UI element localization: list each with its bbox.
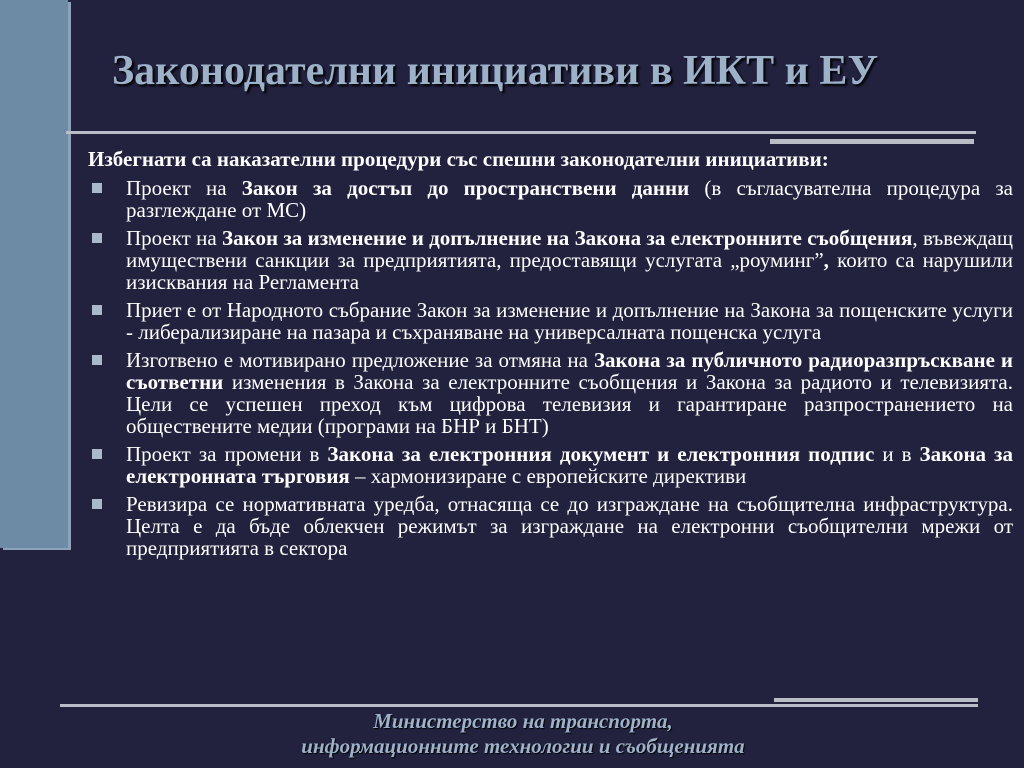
top-divider-line	[66, 131, 976, 134]
bullet-text: изменения в Закона за електронните съобщения и Закона за радиото и телевизията. Цели се успешен преход към цифрова телевизия и гарантиране разпространението на обществените медии (програми на БНР и БНТ)	[126, 370, 1013, 438]
bullet-text-bold: Закон за достъп до пространствени данни	[241, 176, 690, 200]
bullet-text-bold: Закона за електронния документ и електронния подпис	[327, 442, 875, 466]
intro-text: Избегнати са наказателни процедури със спешни законодателни инициативи:	[88, 147, 829, 171]
bullet-text: (в съгласувателна процедура за разглеждане от МС)	[126, 176, 1013, 222]
bullet-item	[88, 493, 1013, 559]
square-bullet-icon	[92, 305, 102, 315]
bullet-text-bold: Закон за изменение и допълнение на Закона за електронните съобщения	[222, 226, 913, 250]
bullet-text: и в	[874, 442, 920, 466]
bullet-list	[88, 177, 1013, 559]
square-bullet-icon	[92, 355, 102, 365]
bottom-divider-accent	[774, 698, 978, 702]
bullet-text: които са нарушили изисквания на Регламента	[126, 248, 1013, 294]
footer	[200, 709, 846, 759]
slide-content	[88, 148, 1013, 565]
footer-line-1: Министерство на транспорта,	[373, 709, 673, 733]
bullet-text: Проект на	[126, 226, 223, 250]
square-bullet-icon	[92, 183, 102, 193]
top-divider-accent	[770, 139, 974, 144]
bullet-item	[88, 227, 1013, 293]
bullet-text-bold: Закона за публичното радиоразпръскване и съответни	[126, 348, 1014, 394]
bullet-text: , въвеждащ имуществени санкции за предприятията, предоставящи услугата „роуминг”	[126, 226, 1013, 272]
bullet-item	[88, 299, 1013, 343]
side-accent-bar	[0, 0, 68, 548]
bullet-text-bold: ,	[823, 248, 829, 272]
bullet-item	[88, 349, 1013, 437]
bottom-divider-line	[60, 704, 978, 707]
bullet-text: Проект на	[126, 176, 242, 200]
slide-title: Законодателни инициативи в ИКТ и ЕУ	[112, 48, 879, 94]
bullet-item	[88, 177, 1013, 221]
bullet-text: Приет е от Народното събрание Закон за изменение и допълнение на Закона за пощенските услуги - либерализиране на пазара и съхраняване на универсалната пощенска услуга	[126, 298, 1013, 344]
footer-line-2: информационните технологии и съобщенията	[301, 734, 745, 758]
square-bullet-icon	[92, 449, 102, 459]
bullet-text: Изготвено е мотивирано предложение за отмяна на	[126, 348, 594, 372]
bullet-text-bold: Закона за електронната търговия	[126, 442, 1014, 488]
bullet-text: Проект за промени в	[126, 442, 328, 466]
square-bullet-icon	[92, 233, 102, 243]
bullet-text: – хармонизиране с европейските директиви	[349, 464, 747, 488]
square-bullet-icon	[92, 499, 102, 509]
bullet-text: Ревизира се нормативната уредба, отнасяща се до изграждане на съобщителна инфраструктура. Целта е да бъде облекчен режимът за изграждане на електронни съобщителни мрежи от предприятията в сектора	[126, 492, 1013, 560]
bullet-item	[88, 443, 1013, 487]
